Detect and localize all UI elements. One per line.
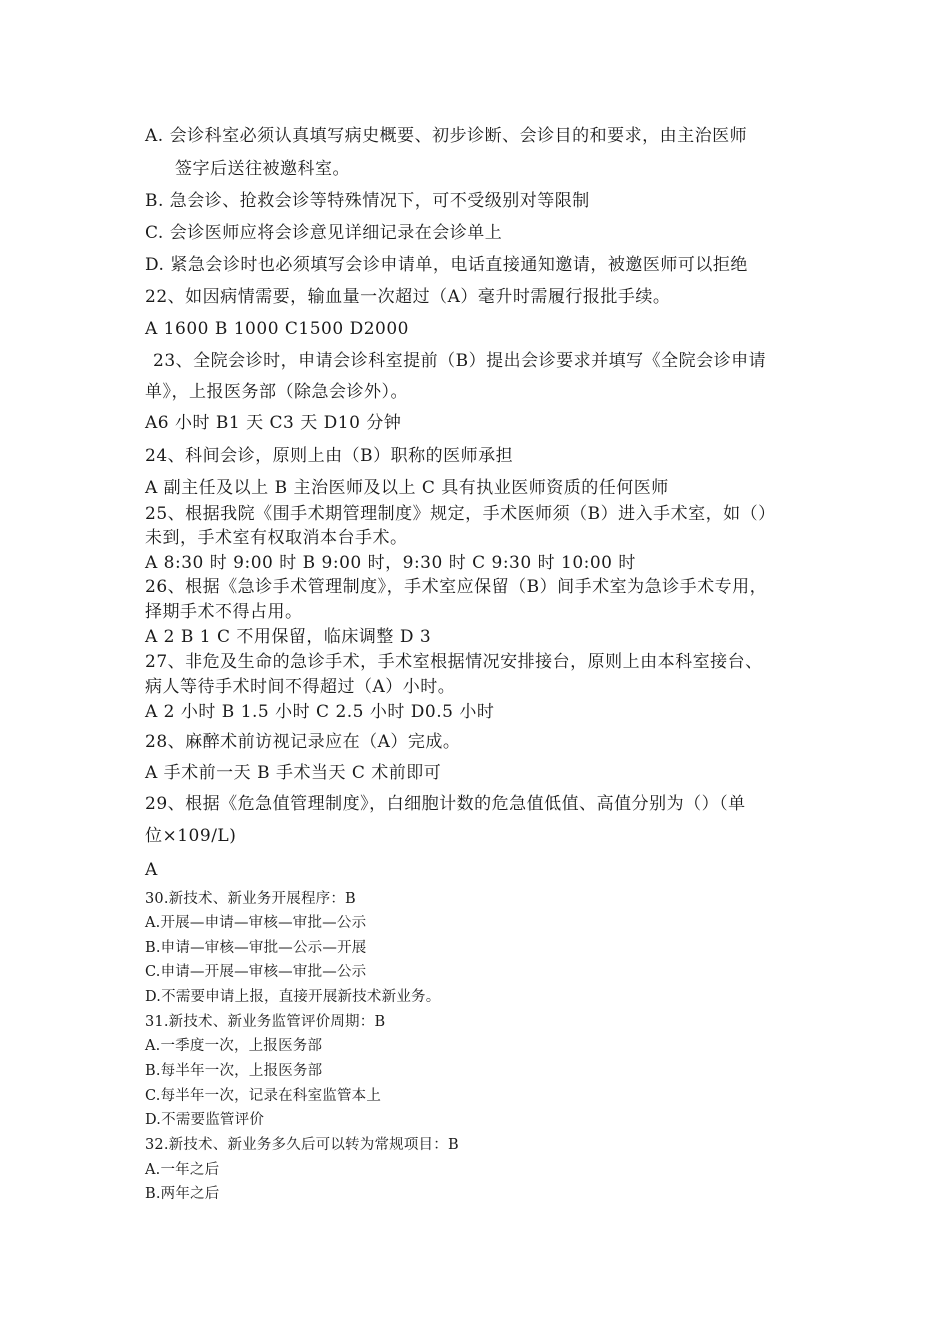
question-text: 28、麻醉术前访视记录应在（A）完成。 — [145, 732, 461, 752]
option-text: C. 会诊医师应将会诊意见详细记录在会诊单上 — [145, 223, 503, 243]
option-text: C.申请—开展—审核—审批—公示 — [145, 964, 367, 980]
option-text: A. 会诊科室必须认真填写病史概要、初步诊断、会诊目的和要求，由主治医师 — [145, 126, 748, 146]
option-text: A 2 B 1 C 不用保留，临床调整 D 3 — [145, 627, 432, 647]
option-text: B. 急会诊、抢救会诊等特殊情况下，可不受级别对等限制 — [145, 191, 590, 211]
question-text: 22、如因病情需要，输血量一次超过（A）毫升时需履行报批手续。 — [145, 287, 671, 307]
option-text: D.不需要监管评价 — [145, 1112, 265, 1128]
question-text: 位×109/L) — [145, 826, 237, 846]
option-text: B.两年之后 — [145, 1186, 220, 1202]
question-text: 单》，上报医务部（除急会诊外）。 — [145, 382, 408, 402]
question-text: 24、科间会诊，原则上由（B）职称的医师承担 — [145, 446, 514, 466]
option-text: A6 小时 B1 天 C3 天 D10 分钟 — [145, 413, 402, 433]
question-text: 27、非危及生命的急诊手术，手术室根据情况安排接台，原则上由本科室接台、 — [145, 652, 763, 672]
question-text: 31.新技术、新业务监管评价周期：B — [145, 1014, 386, 1030]
question-text: 未到，手术室有权取消本台手术。 — [145, 528, 408, 548]
answer-text: A — [145, 860, 158, 880]
option-text: A 2 小时 B 1.5 小时 C 2.5 小时 D0.5 小时 — [145, 702, 495, 722]
option-text: A.开展—申请—审核—审批—公示 — [145, 915, 367, 931]
question-text: 32.新技术、新业务多久后可以转为常规项目：B — [145, 1137, 459, 1153]
question-text: 25、根据我院《围手术期管理制度》规定，手术医师须（B）进入手术室，如（） — [145, 504, 776, 524]
option-text: D. 紧急会诊时也必须填写会诊申请单，电话直接通知邀请，被邀医师可以拒绝 — [145, 255, 748, 275]
option-text: B.申请—审核—审批—公示—开展 — [145, 940, 367, 956]
option-text: A 8:30 时 9:00 时 B 9:00 时，9:30 时 C 9:30 时 10:00 时 — [145, 553, 636, 573]
option-text: A 1600 B 1000 C1500 D2000 — [145, 319, 409, 339]
question-text: 择期手术不得占用。 — [145, 602, 303, 622]
option-text: 签字后送往被邀科室。 — [175, 159, 350, 179]
option-text: D.不需要申请上报，直接开展新技术新业务。 — [145, 989, 441, 1005]
option-text: B.每半年一次，上报医务部 — [145, 1063, 323, 1079]
option-text: A 副主任及以上 B 主治医师及以上 C 具有执业医师资质的任何医师 — [145, 478, 669, 498]
question-text: 病人等待手术时间不得超过（A）小时。 — [145, 677, 456, 697]
option-text: A 手术前一天 B 手术当天 C 术前即可 — [145, 763, 442, 783]
question-text: 26、根据《急诊手术管理制度》，手术室应保留（B）间手术室为急诊手术专用， — [145, 577, 768, 597]
option-text: A.一年之后 — [145, 1162, 220, 1178]
question-text: 30.新技术、新业务开展程序：B — [145, 891, 356, 907]
question-text: 23、全院会诊时，申请会诊科室提前（B）提出会诊要求并填写《全院会诊申请 — [153, 351, 767, 371]
option-text: C.每半年一次，记录在科室监管本上 — [145, 1088, 382, 1104]
option-text: A.一季度一次，上报医务部 — [145, 1038, 323, 1054]
question-text: 29、根据《危急值管理制度》，白细胞计数的危急值低值、高值分别为（）（单 — [145, 794, 746, 814]
